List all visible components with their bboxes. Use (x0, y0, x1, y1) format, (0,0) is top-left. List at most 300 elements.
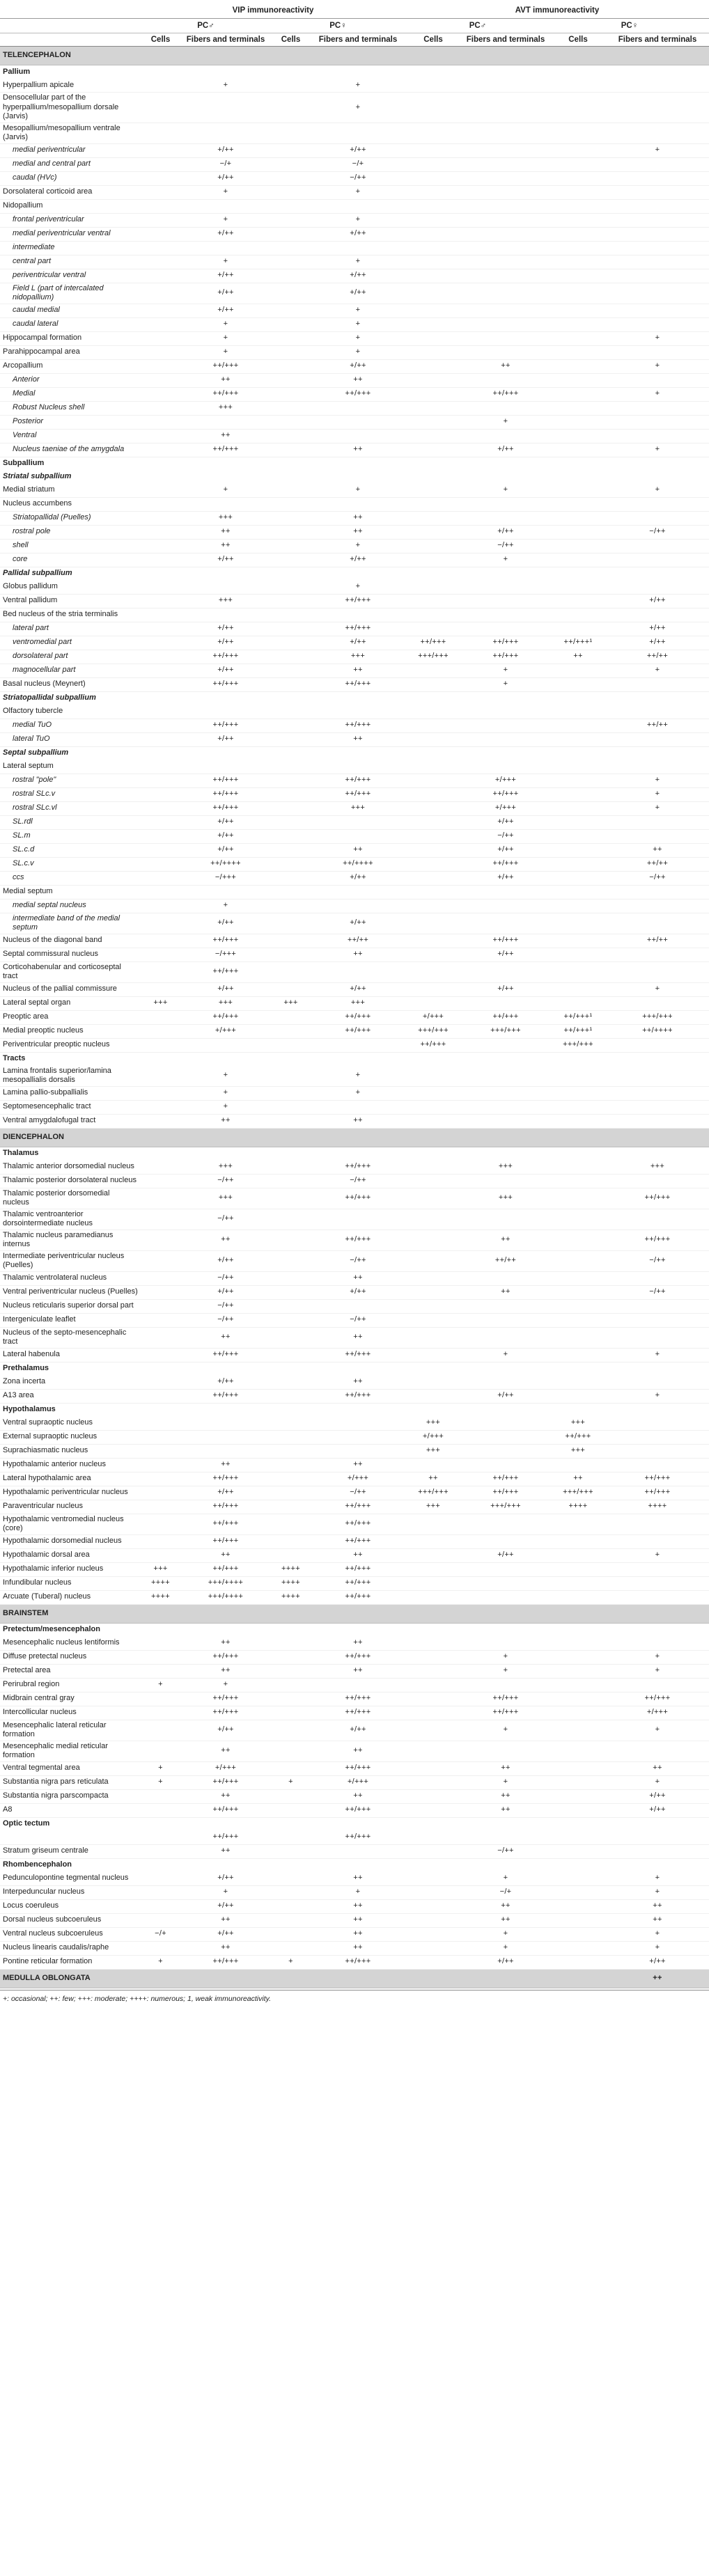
value-cell: +/++ (461, 871, 550, 885)
region-label: Ventral (0, 429, 141, 443)
value-cell (606, 815, 709, 829)
value-cell (405, 982, 461, 996)
value-cell (271, 1285, 311, 1299)
value-cell (271, 1128, 311, 1147)
value-cell (405, 429, 461, 443)
value-cell (311, 1417, 405, 1431)
value-cell: + (311, 1086, 405, 1100)
value-cell (550, 1299, 606, 1313)
value-cell (271, 1114, 311, 1128)
value-cell (550, 934, 606, 948)
value-cell (141, 829, 180, 843)
value-cell (405, 899, 461, 913)
value-cell (461, 608, 550, 622)
value-cell (405, 1955, 461, 1969)
value-cell (606, 1327, 709, 1348)
value-cell: + (461, 1927, 550, 1941)
value-cell: ++/+++ (180, 1348, 271, 1362)
value-cell: ++ (180, 539, 271, 553)
region-label: Ventral supraoptic nucleus (0, 1417, 141, 1431)
value-cell: +/++ (180, 1376, 271, 1390)
value-cell (405, 1692, 461, 1706)
value-cell (271, 47, 311, 65)
table-row (0, 961, 709, 982)
value-cell (141, 1637, 180, 1651)
value-cell (550, 871, 606, 885)
value-cell: ++ (606, 1761, 709, 1775)
value-cell (311, 497, 405, 511)
value-cell (461, 241, 550, 255)
value-cell (550, 1174, 606, 1188)
value-cell (550, 171, 606, 185)
value-cell (311, 829, 405, 843)
value-cell (405, 1872, 461, 1886)
value-cell (405, 317, 461, 331)
value-cell (550, 1789, 606, 1803)
value-cell (405, 511, 461, 525)
header-blank (0, 3, 141, 19)
value-cell: ++/+++ (311, 677, 405, 691)
value-cell: +/++ (461, 1955, 550, 1969)
value-cell (461, 283, 550, 304)
value-cell (180, 93, 271, 123)
section-row (0, 1403, 709, 1417)
value-cell: +/++ (311, 982, 405, 996)
value-cell: ++/+++¹ (550, 1010, 606, 1024)
value-cell (141, 934, 180, 948)
value-cell (550, 415, 606, 429)
value-cell (311, 815, 405, 829)
value-cell (311, 1969, 405, 1988)
value-cell (606, 1844, 709, 1858)
value-cell (141, 1250, 180, 1271)
table-row (0, 1500, 709, 1514)
value-cell: ++/++ (606, 718, 709, 732)
value-cell (405, 732, 461, 746)
header-vip-male: PC♂ (141, 19, 271, 33)
value-cell: +/++ (311, 913, 405, 934)
value-cell (141, 1114, 180, 1128)
region-label: Nucleus of the diagonal band (0, 934, 141, 948)
value-cell (550, 241, 606, 255)
value-cell: + (141, 1761, 180, 1775)
value-cell: ++/+++ (461, 636, 550, 650)
value-cell (550, 1941, 606, 1955)
section-label: Optic tectum (3, 1819, 50, 1828)
value-cell (141, 1285, 180, 1299)
table-row (0, 1562, 709, 1576)
value-cell (550, 1327, 606, 1348)
value-cell (141, 1299, 180, 1313)
value-cell: −/+ (461, 1885, 550, 1899)
subsection-label: Striatal subpallium (3, 472, 72, 481)
value-cell: + (606, 484, 709, 498)
value-cell (141, 1389, 180, 1403)
value-cell (405, 663, 461, 677)
value-cell (141, 1271, 180, 1285)
value-cell: +/++ (606, 1955, 709, 1969)
region-label: Arcuate (Tuberal) nucleus (0, 1590, 141, 1604)
table-row (0, 705, 709, 719)
value-cell (461, 1514, 550, 1534)
value-cell (405, 1086, 461, 1100)
region-label: shell (0, 539, 141, 553)
table-row (0, 1230, 709, 1250)
value-cell: +/+++ (606, 1706, 709, 1720)
value-cell (141, 913, 180, 934)
value-cell (405, 1100, 461, 1114)
value-cell (405, 1706, 461, 1720)
value-cell (405, 1803, 461, 1817)
value-cell (550, 525, 606, 539)
value-cell: ++ (180, 429, 271, 443)
value-cell (141, 1100, 180, 1114)
value-cell (550, 1548, 606, 1562)
value-cell: +++ (405, 1417, 461, 1431)
value-cell: ++ (606, 843, 709, 857)
value-cell: +/++ (180, 913, 271, 934)
value-cell (405, 525, 461, 539)
value-cell (405, 1678, 461, 1692)
value-cell: ++ (606, 1913, 709, 1927)
value-cell: −/+++ (180, 871, 271, 885)
value-cell (271, 663, 311, 677)
region-label: Pontine reticular formation (0, 1955, 141, 1969)
value-cell (461, 123, 550, 143)
division-row (0, 1128, 709, 1147)
value-cell: −/+ (180, 157, 271, 171)
section-row (0, 1817, 709, 1831)
value-cell (271, 1430, 311, 1444)
value-cell (271, 359, 311, 373)
value-cell (141, 1128, 180, 1147)
table-row (0, 843, 709, 857)
value-cell (405, 553, 461, 567)
value-cell (405, 677, 461, 691)
value-cell: + (461, 677, 550, 691)
value-cell (271, 1066, 311, 1087)
value-cell (405, 484, 461, 498)
value-cell (606, 1376, 709, 1390)
value-cell: −/++ (180, 1174, 271, 1188)
value-cell (606, 1514, 709, 1534)
value-cell (141, 1161, 180, 1175)
value-cell (141, 705, 180, 719)
value-cell (461, 899, 550, 913)
value-cell (141, 1444, 180, 1458)
value-cell: + (180, 1885, 271, 1899)
region-label: Zona incerta (0, 1376, 141, 1390)
value-cell: + (311, 79, 405, 93)
value-cell (461, 255, 550, 269)
value-cell (271, 1458, 311, 1472)
value-cell (405, 401, 461, 415)
table-row (0, 636, 709, 650)
region-label: Anterior (0, 373, 141, 387)
value-cell (311, 1444, 405, 1458)
value-cell (141, 608, 180, 622)
value-cell: ++ (461, 1803, 550, 1817)
table-row (0, 373, 709, 387)
value-cell (550, 283, 606, 304)
value-cell (271, 1417, 311, 1431)
value-cell (550, 581, 606, 595)
region-label: Septomesencephalic tract (0, 1100, 141, 1114)
value-cell: +/++ (180, 1250, 271, 1271)
value-cell (405, 1128, 461, 1147)
value-cell (271, 1500, 311, 1514)
value-cell: ++/+++¹ (550, 636, 606, 650)
value-cell: ++ (311, 948, 405, 961)
table-row (0, 1417, 709, 1431)
value-cell: ++ (461, 1789, 550, 1803)
region-label: Robust Nucleus shell (0, 401, 141, 415)
value-cell: +/++ (180, 622, 271, 636)
value-cell: +++ (311, 650, 405, 663)
value-cell: −/++ (311, 171, 405, 185)
value-cell: +/++ (606, 1803, 709, 1817)
value-cell: +/++ (461, 815, 550, 829)
value-cell (405, 581, 461, 595)
value-cell (271, 227, 311, 241)
region-label: Intercollicular nucleus (0, 1706, 141, 1720)
value-cell (461, 1128, 550, 1147)
value-cell: + (141, 1775, 180, 1789)
value-cell (550, 1188, 606, 1209)
table-row (0, 1927, 709, 1941)
value-cell (550, 1741, 606, 1761)
value-cell (141, 415, 180, 429)
value-cell: ++/+++ (180, 1692, 271, 1706)
value-cell (405, 359, 461, 373)
value-cell: + (606, 1872, 709, 1886)
value-cell: −/+ (311, 157, 405, 171)
value-cell: ++/+++ (180, 1706, 271, 1720)
value-cell (550, 1692, 606, 1706)
value-cell (405, 1230, 461, 1250)
value-cell: +/++ (180, 227, 271, 241)
value-cell: +++ (180, 401, 271, 415)
value-cell (271, 982, 311, 996)
value-cell: +/++ (180, 283, 271, 304)
region-label: frontal periventricular (0, 213, 141, 227)
region-label: periventricular ventral (0, 269, 141, 283)
region-label: Infundibular nucleus (0, 1576, 141, 1590)
value-cell: ++/+++ (311, 1230, 405, 1250)
table-row (0, 1209, 709, 1230)
value-cell: ++ (311, 525, 405, 539)
table-row (0, 143, 709, 157)
value-cell (606, 1444, 709, 1458)
value-cell: ++/+++ (180, 1389, 271, 1403)
table-row (0, 1590, 709, 1604)
value-cell (271, 1678, 311, 1692)
table-row (0, 1803, 709, 1817)
value-cell (461, 885, 550, 899)
value-cell: ++++ (271, 1562, 311, 1576)
value-cell (606, 1100, 709, 1114)
value-cell: ++ (311, 1114, 405, 1128)
region-label: Intermediate periventricular nucleus (Puelles) (0, 1250, 141, 1271)
value-cell (606, 1430, 709, 1444)
region-label: intermediate band of the medial septum (0, 913, 141, 934)
value-cell: +++/+++ (405, 1024, 461, 1038)
value-cell (606, 1086, 709, 1100)
value-cell (405, 331, 461, 345)
region-label: Basal nucleus (Meynert) (0, 677, 141, 691)
value-cell (141, 1024, 180, 1038)
value-cell (606, 373, 709, 387)
value-cell: + (311, 255, 405, 269)
value-cell (311, 1128, 405, 1147)
value-cell (141, 1844, 180, 1858)
value-cell (606, 157, 709, 171)
table-row (0, 1066, 709, 1087)
table-row (0, 1313, 709, 1327)
region-label: Hippocampal formation (0, 331, 141, 345)
region-label: medial periventricular (0, 143, 141, 157)
value-cell (141, 961, 180, 982)
value-cell (606, 608, 709, 622)
value-cell: +++/+++ (461, 1024, 550, 1038)
region-label: Dorsolateral corticoid area (0, 185, 141, 199)
value-cell: +++ (180, 996, 271, 1010)
value-cell: + (606, 1941, 709, 1955)
value-cell (405, 1590, 461, 1604)
value-cell (405, 269, 461, 283)
value-cell (606, 511, 709, 525)
value-cell (461, 227, 550, 241)
value-cell (461, 1831, 550, 1845)
value-cell: +/++ (180, 1285, 271, 1299)
value-cell (405, 948, 461, 961)
value-cell: ++++ (606, 1500, 709, 1514)
value-cell: + (606, 1720, 709, 1741)
value-cell (141, 241, 180, 255)
value-cell (550, 718, 606, 732)
value-cell (550, 1128, 606, 1147)
value-cell (311, 1038, 405, 1052)
value-cell (461, 732, 550, 746)
value-cell: ++/+++ (311, 622, 405, 636)
table-row (0, 718, 709, 732)
value-cell: ++/+++ (606, 1230, 709, 1250)
value-cell (271, 857, 311, 871)
value-cell (461, 1741, 550, 1761)
table-row (0, 171, 709, 185)
value-cell (461, 317, 550, 331)
value-cell (271, 885, 311, 899)
value-cell (461, 1038, 550, 1052)
value-cell (141, 185, 180, 199)
value-cell (461, 996, 550, 1010)
value-cell: ++/+++ (180, 650, 271, 663)
value-cell (405, 1313, 461, 1327)
value-cell (271, 1230, 311, 1250)
value-cell: ++/+++ (180, 387, 271, 401)
region-label: Substantia nigra parscompacta (0, 1789, 141, 1803)
value-cell (311, 429, 405, 443)
value-cell: +/++ (606, 1789, 709, 1803)
value-cell (550, 1885, 606, 1899)
value-cell: ++/+++ (180, 677, 271, 691)
value-cell: ++/+++ (311, 1803, 405, 1817)
value-cell (141, 1209, 180, 1230)
value-cell: +/++ (461, 843, 550, 857)
value-cell (405, 171, 461, 185)
value-cell: ++/+++ (180, 1803, 271, 1817)
table-row (0, 1775, 709, 1789)
value-cell: ++ (311, 663, 405, 677)
value-cell (405, 157, 461, 171)
value-cell: ++ (180, 1230, 271, 1250)
value-cell (405, 1913, 461, 1927)
value-cell (311, 1844, 405, 1858)
value-cell (180, 581, 271, 595)
value-cell (405, 283, 461, 304)
value-cell (405, 705, 461, 719)
value-cell: ++/+++ (405, 636, 461, 650)
value-cell (550, 304, 606, 317)
value-cell (405, 1285, 461, 1299)
value-cell (141, 1803, 180, 1817)
value-cell (550, 1803, 606, 1817)
value-cell (606, 185, 709, 199)
value-cell (271, 801, 311, 815)
value-cell (141, 199, 180, 213)
value-cell (405, 1376, 461, 1390)
value-cell (271, 1514, 311, 1534)
value-cell (271, 899, 311, 913)
value-cell (141, 718, 180, 732)
value-cell (311, 123, 405, 143)
value-cell (141, 283, 180, 304)
value-cell: +/++ (311, 636, 405, 650)
value-cell: +++/+++ (606, 1010, 709, 1024)
value-cell: +/++ (461, 948, 550, 961)
region-label: Mesencephalic nucleus lentiformis (0, 1637, 141, 1651)
value-cell (271, 1913, 311, 1927)
value-cell: + (180, 185, 271, 199)
section-label: Pallium (3, 67, 31, 76)
value-cell: ++/+++ (311, 773, 405, 787)
value-cell (271, 1692, 311, 1706)
value-cell (141, 1348, 180, 1362)
value-cell (141, 387, 180, 401)
value-cell (180, 123, 271, 143)
value-cell (405, 1299, 461, 1313)
table-row (0, 1534, 709, 1548)
value-cell (311, 1430, 405, 1444)
value-cell (606, 885, 709, 899)
value-cell (405, 1650, 461, 1664)
value-cell (141, 143, 180, 157)
table-row (0, 1188, 709, 1209)
value-cell (271, 269, 311, 283)
table-row (0, 773, 709, 787)
section-label: Subpallium (3, 459, 45, 468)
value-cell: +++ (606, 1161, 709, 1175)
value-cell (141, 1706, 180, 1720)
value-cell (461, 143, 550, 157)
value-cell: + (180, 1066, 271, 1087)
value-cell: ++ (180, 1941, 271, 1955)
value-cell (141, 317, 180, 331)
value-cell (550, 1664, 606, 1678)
value-cell (461, 93, 550, 123)
value-cell (606, 677, 709, 691)
value-cell (271, 401, 311, 415)
